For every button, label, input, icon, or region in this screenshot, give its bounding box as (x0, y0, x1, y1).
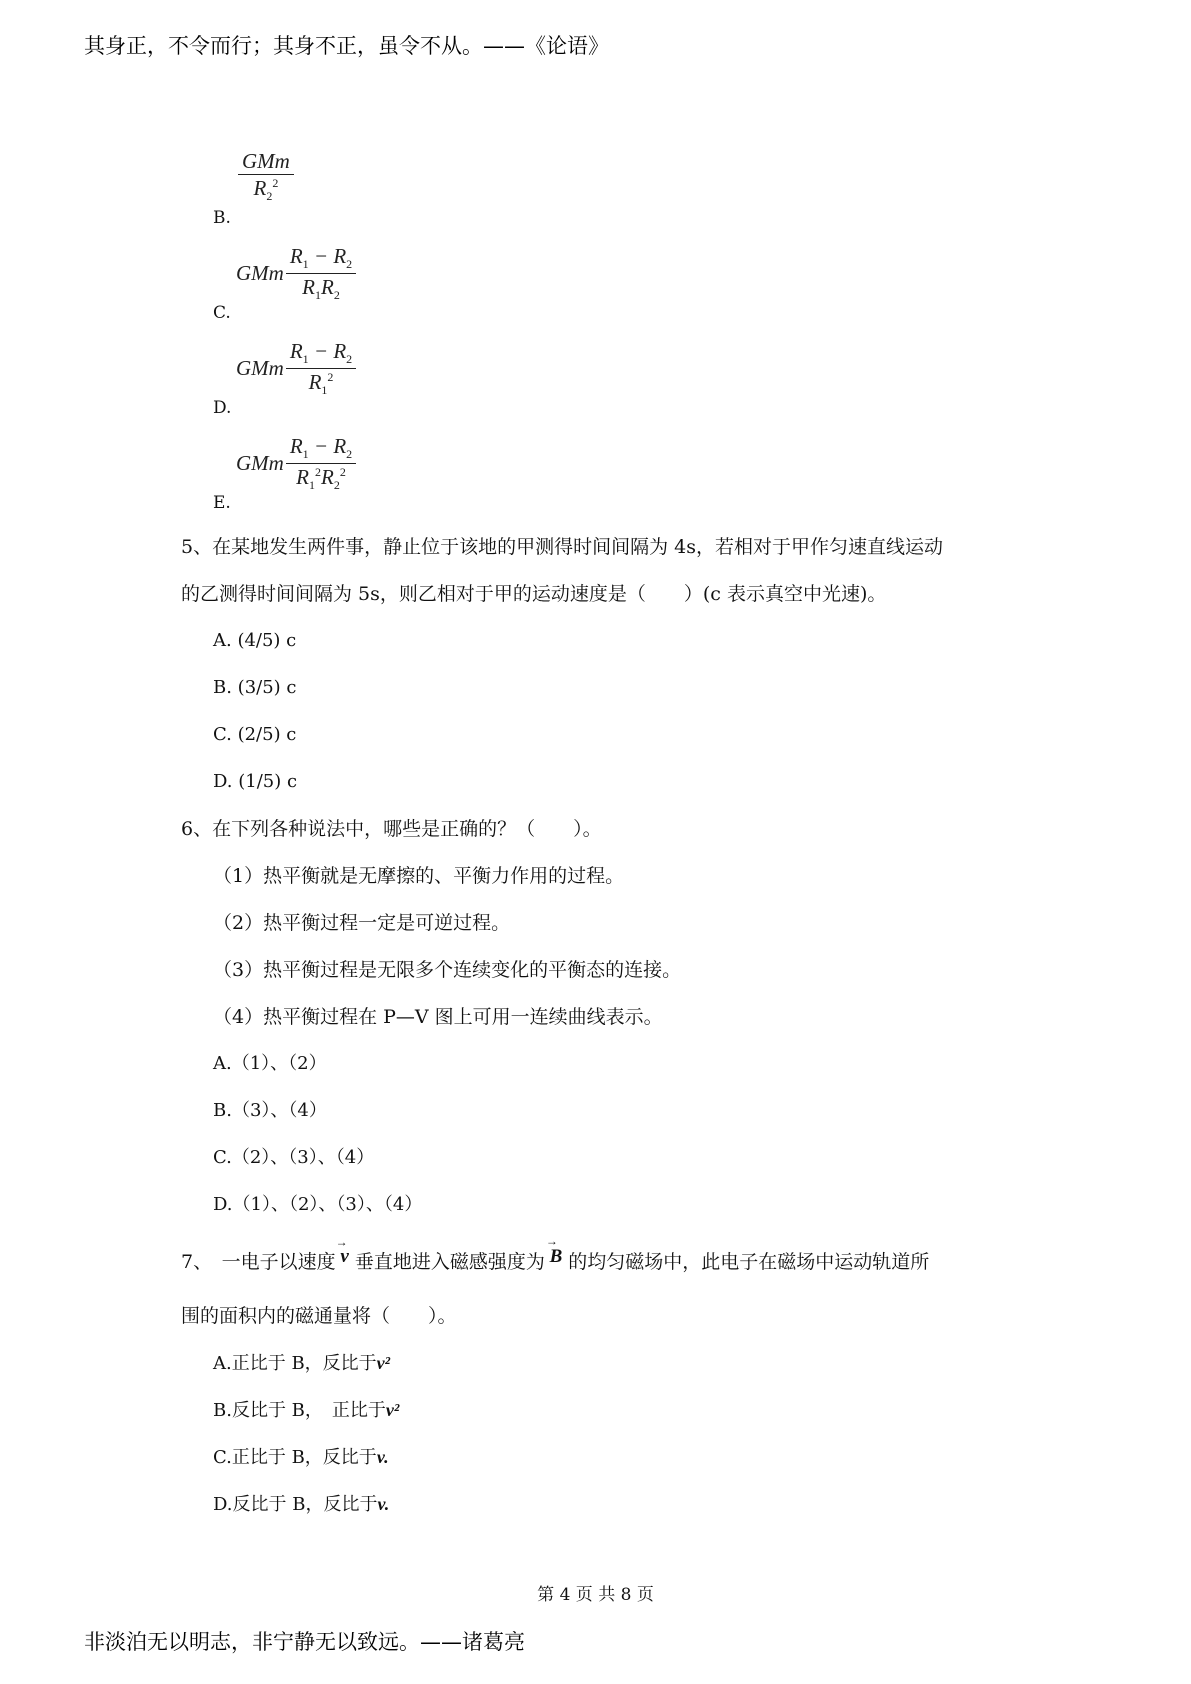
q7-option-a-symbol: v² (376, 1353, 391, 1373)
q7-option-b-text: B.反比于 B， 正比于 (213, 1400, 386, 1421)
q7-option-d-symbol: v. (377, 1494, 390, 1514)
option-label-d: D. (213, 398, 232, 418)
q7-option-c (213, 1448, 389, 1467)
fraction (286, 435, 356, 492)
magnetic-field-vector-icon: → B (545, 1234, 563, 1267)
fraction (286, 245, 356, 302)
q7-stem-line2: 围的面积内的磁通量将（ ）。 (181, 1305, 457, 1327)
q6-option-d: D.（1）、（2）、（3）、（4） (213, 1194, 423, 1215)
formula-option-c (236, 245, 356, 302)
q5-option-a: A. (4/5) c (213, 630, 297, 651)
q6-stem: 6、在下列各种说法中，哪些是正确的？（ ）。 (181, 818, 602, 840)
q6-option-c: C.（2）、（3）、（4） (213, 1147, 375, 1168)
q6-option-a: A.（1）、（2） (213, 1053, 327, 1074)
q5-option-b: B. (3/5) c (213, 677, 297, 698)
q7-text-1: 7、 一电子以速度 (181, 1251, 336, 1273)
coefficient: GMm (236, 450, 284, 475)
header-quote: 其身正，不令而行；其身不正，虽令不从。——《论语》 (84, 34, 609, 58)
footer-quote: 非淡泊无以明志，非宁静无以致远。——诸葛亮 (84, 1630, 525, 1654)
denominator: $R_1^2R_2^2$ (296, 464, 346, 492)
coefficient: GMm (236, 260, 284, 285)
denominator: $R_1^2$ (308, 369, 334, 397)
field-symbol: B (549, 1246, 563, 1267)
option-label-c: C. (213, 303, 231, 323)
q5-stem-line2: 的乙测得时间间隔为 5s，则乙相对于甲的运动速度是（ ）(c 表示真空中光速)。 (181, 583, 887, 605)
q6-statement-3: （3）热平衡过程是无限多个连续变化的平衡态的连接。 (213, 959, 682, 981)
denominator: $R_1R_2$ (302, 274, 340, 302)
q7-option-a-text: A.正比于 B，反比于 (213, 1353, 377, 1374)
q7-option-b (213, 1401, 399, 1420)
formula-option-d (236, 340, 356, 397)
formula-option-e (236, 435, 356, 492)
q7-option-d (213, 1495, 389, 1514)
q7-option-d-text: D.反比于 B，反比于 (213, 1494, 378, 1515)
q7-option-c-text: C.正比于 B，反比于 (213, 1447, 377, 1468)
fraction (286, 340, 356, 397)
option-label-e: E. (213, 493, 231, 513)
q7-option-a (213, 1354, 390, 1373)
q5-stem-line1: 5、在某地发生两件事，静止位于该地的甲测得时间间隔为 4s，若相对于甲作匀速直线运动 (181, 536, 943, 558)
coefficient: GMm (236, 355, 284, 380)
q7-stem-line1 (181, 1234, 930, 1273)
q6-statement-4: （4）热平衡过程在 P—V 图上可用一连续曲线表示。 (213, 1006, 663, 1028)
q7-text-3: 的均匀磁场中，此电子在磁场中运动轨道所 (562, 1251, 930, 1273)
q7-option-c-symbol: v. (376, 1447, 389, 1467)
numerator: $R_1 - R_2$ (286, 340, 356, 369)
q7-option-b-symbol: v² (385, 1400, 400, 1420)
velocity-symbol: v (340, 1246, 349, 1267)
numerator: GMm (238, 150, 294, 175)
page-number: 第 4 页 共 8 页 (537, 1585, 654, 1605)
q7-text-2: 垂直地进入磁感强度为 (348, 1251, 545, 1273)
numerator: $R_1 - R_2$ (286, 245, 356, 274)
q5-option-d: D. (1/5) c (213, 771, 298, 792)
q6-statement-1: （1）热平衡就是无摩擦的、平衡力作用的过程。 (213, 865, 625, 887)
formula-option-b (236, 150, 294, 203)
q6-statement-2: （2）热平衡过程一定是可逆过程。 (213, 912, 511, 934)
velocity-vector-icon: → v (335, 1235, 349, 1267)
fraction (238, 150, 294, 203)
denominator: $R_2^2$ (253, 176, 279, 204)
option-label-b: B. (213, 208, 231, 228)
numerator: $R_1 - R_2$ (286, 435, 356, 464)
q5-option-c: C. (2/5) c (213, 724, 297, 745)
q6-option-b: B.（3）、（4） (213, 1100, 327, 1121)
